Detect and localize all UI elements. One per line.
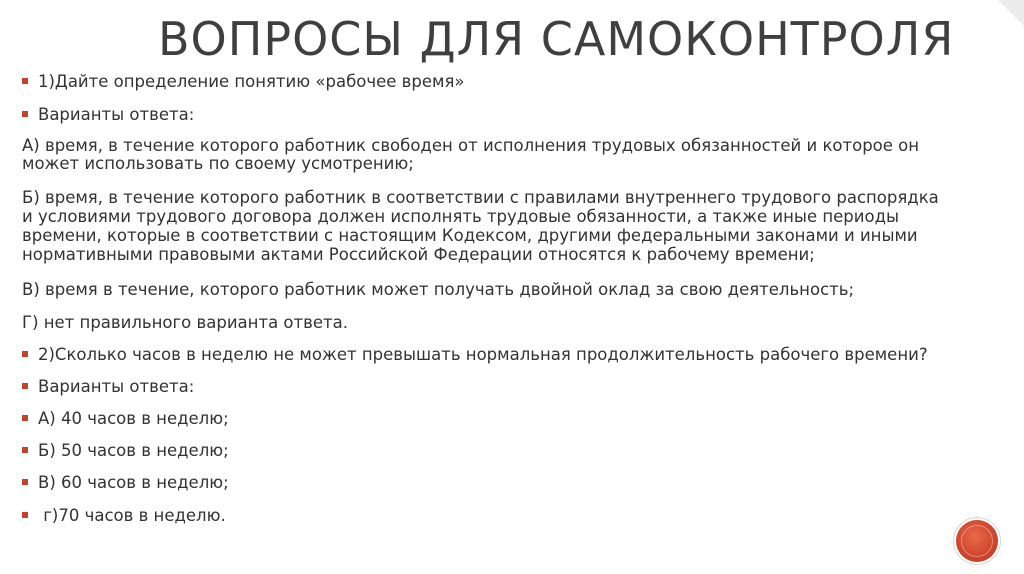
square-bullet-icon — [22, 447, 28, 453]
square-bullet-icon — [22, 415, 28, 421]
list-item-answer-v2: В) 60 часов в неделю; — [22, 473, 229, 492]
list-item-answer-b2: Б) 50 часов в неделю; — [22, 441, 229, 460]
answer-a-line-1: А) время, в течение которого работник свободен от исполнения трудовых обязанностей и которое он — [22, 136, 920, 155]
square-bullet-icon — [22, 512, 28, 518]
list-item-question-2: 2)Сколько часов в неделю не может превышать нормальная продолжительность рабочего времени? — [22, 345, 928, 364]
list-item-question-1: 1)Дайте определение понятию «рабочее время» — [22, 72, 464, 91]
answer-b-line-2: и условиями трудового договора должен исполнять трудовые обязанности, а также иные периоды — [22, 207, 900, 226]
answer-b-line-3: времени, которые в соответствии с настоящим Кодексом, другими федеральными законами и иными — [22, 226, 918, 245]
square-bullet-icon — [22, 78, 28, 84]
slide-title: ВОПРОСЫ ДЛЯ САМОКОНТРОЛЯ — [158, 12, 955, 66]
answer-v-line: В) время в течение, которого работник может получать двойной оклад за свою деятельность; — [22, 280, 855, 299]
answer-b-line-1: Б) время, в течение которого работник в соответствии с правилами внутреннего трудового распорядка — [22, 188, 939, 207]
answer-b-line-4: нормативными правовыми актами Российской Федерации относятся к рабочему времени; — [22, 245, 815, 264]
square-bullet-icon — [22, 111, 28, 117]
list-item-answer-g2: г)70 часов в неделю. — [22, 506, 226, 525]
corner-fold-decoration — [998, 0, 1024, 26]
slide-nav-circle-button[interactable] — [956, 520, 998, 562]
list-item-variants-label-1: Варианты ответа: — [22, 105, 194, 124]
square-bullet-icon — [22, 383, 28, 389]
list-item-answer-a2: А) 40 часов в неделю; — [22, 409, 229, 428]
square-bullet-icon — [22, 351, 28, 357]
answer-g-line: Г) нет правильного варианта ответа. — [22, 313, 348, 332]
square-bullet-icon — [22, 479, 28, 485]
answer-a-line-2: может использовать по своему усмотрению; — [22, 154, 414, 173]
list-item-variants-label-2: Варианты ответа: — [22, 377, 194, 396]
